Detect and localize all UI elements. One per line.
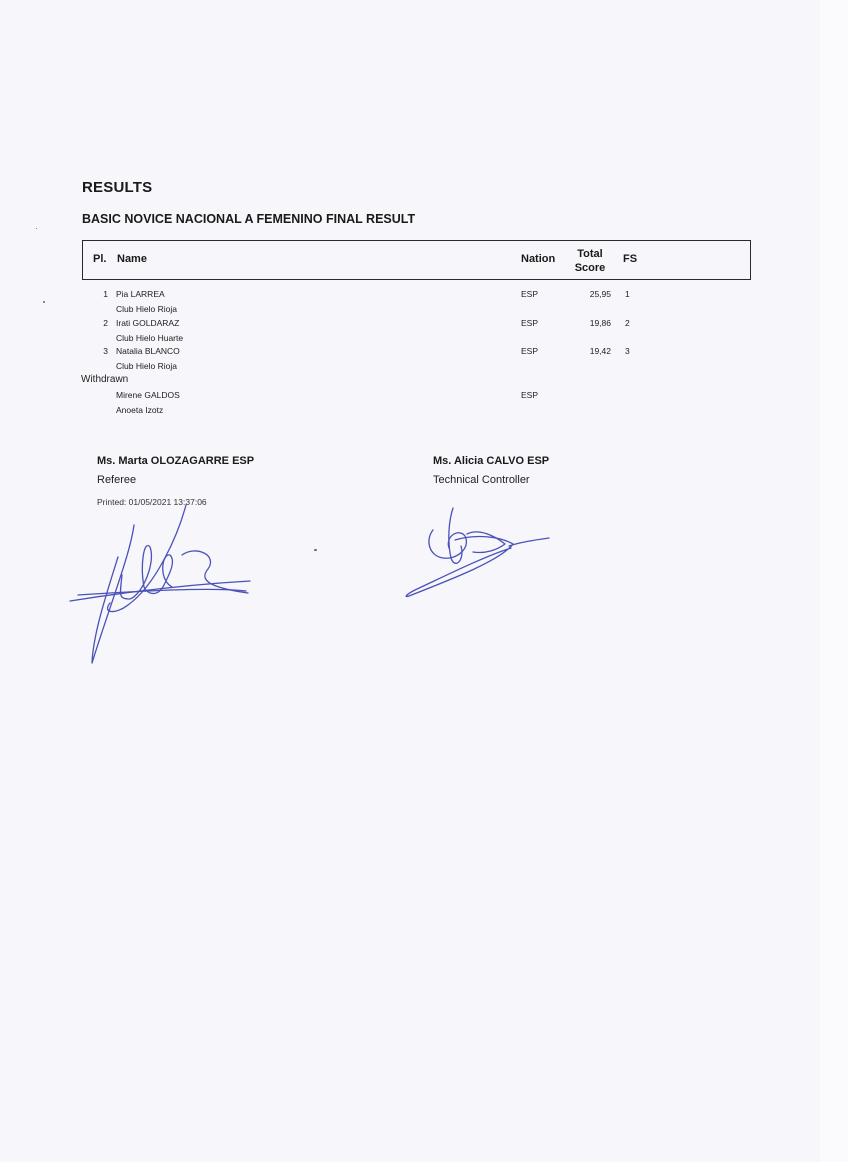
event-title: BASIC NOVICE NACIONAL A FEMENINO FINAL RESULT: [82, 212, 416, 226]
results-table-header: [82, 240, 751, 280]
referee-role: Referee: [97, 474, 137, 486]
scan-speck: [43, 301, 45, 303]
withdrawn-heading: Withdrawn: [81, 374, 129, 385]
withdrawn-skater-name: Mirene GALDOS: [116, 390, 180, 400]
row-place: 2: [103, 318, 108, 328]
row-fs: 1: [625, 289, 630, 299]
technical-controller-name: Ms. Alicia CALVO ESP: [433, 455, 550, 467]
header-total-score: [573, 247, 607, 275]
scan-speck: [36, 228, 37, 229]
scan-speck: [314, 549, 317, 551]
row-club: Club Hielo Rioja: [116, 361, 177, 371]
page-bottom-edge: [0, 1162, 848, 1168]
document-title: RESULTS: [82, 179, 153, 196]
withdrawn-nation: ESP: [521, 390, 539, 400]
row-total-score: 19,86: [589, 318, 611, 328]
header-name: Name: [117, 253, 147, 265]
technical-controller-signature: [395, 500, 555, 610]
row-club: Club Hielo Huarte: [116, 333, 184, 343]
row-skater-name: Pia LARREA: [116, 289, 165, 299]
row-place: 1: [103, 289, 108, 299]
row-nation: ESP: [521, 346, 539, 356]
header-nation: Nation: [521, 253, 556, 265]
row-skater-name: Natalia BLANCO: [116, 346, 180, 356]
row-nation: ESP: [521, 318, 539, 328]
row-fs: 2: [625, 318, 630, 328]
referee-name: Ms. Marta OLOZAGARRE ESP: [97, 455, 255, 467]
printed-timestamp: Printed: 01/05/2021 13:37:06: [97, 497, 207, 507]
technical-controller-role: Technical Controller: [433, 474, 530, 486]
header-place: Pl.: [93, 253, 107, 265]
row-total-score: 25,95: [589, 289, 611, 299]
row-skater-name: Irati GOLDARAZ: [116, 318, 180, 328]
header-fs: FS: [623, 253, 638, 265]
header-total-line1: Total: [577, 248, 603, 260]
row-fs: 3: [625, 346, 630, 356]
referee-signature: [60, 495, 270, 675]
header-total-line2: Score: [574, 262, 606, 274]
page-edge: [820, 0, 848, 1168]
withdrawn-club: Anoeta Izotz: [116, 405, 164, 415]
row-nation: ESP: [521, 289, 539, 299]
row-total-score: 19,42: [589, 346, 611, 356]
row-place: 3: [103, 346, 108, 356]
row-club: Club Hielo Rioja: [116, 304, 177, 314]
